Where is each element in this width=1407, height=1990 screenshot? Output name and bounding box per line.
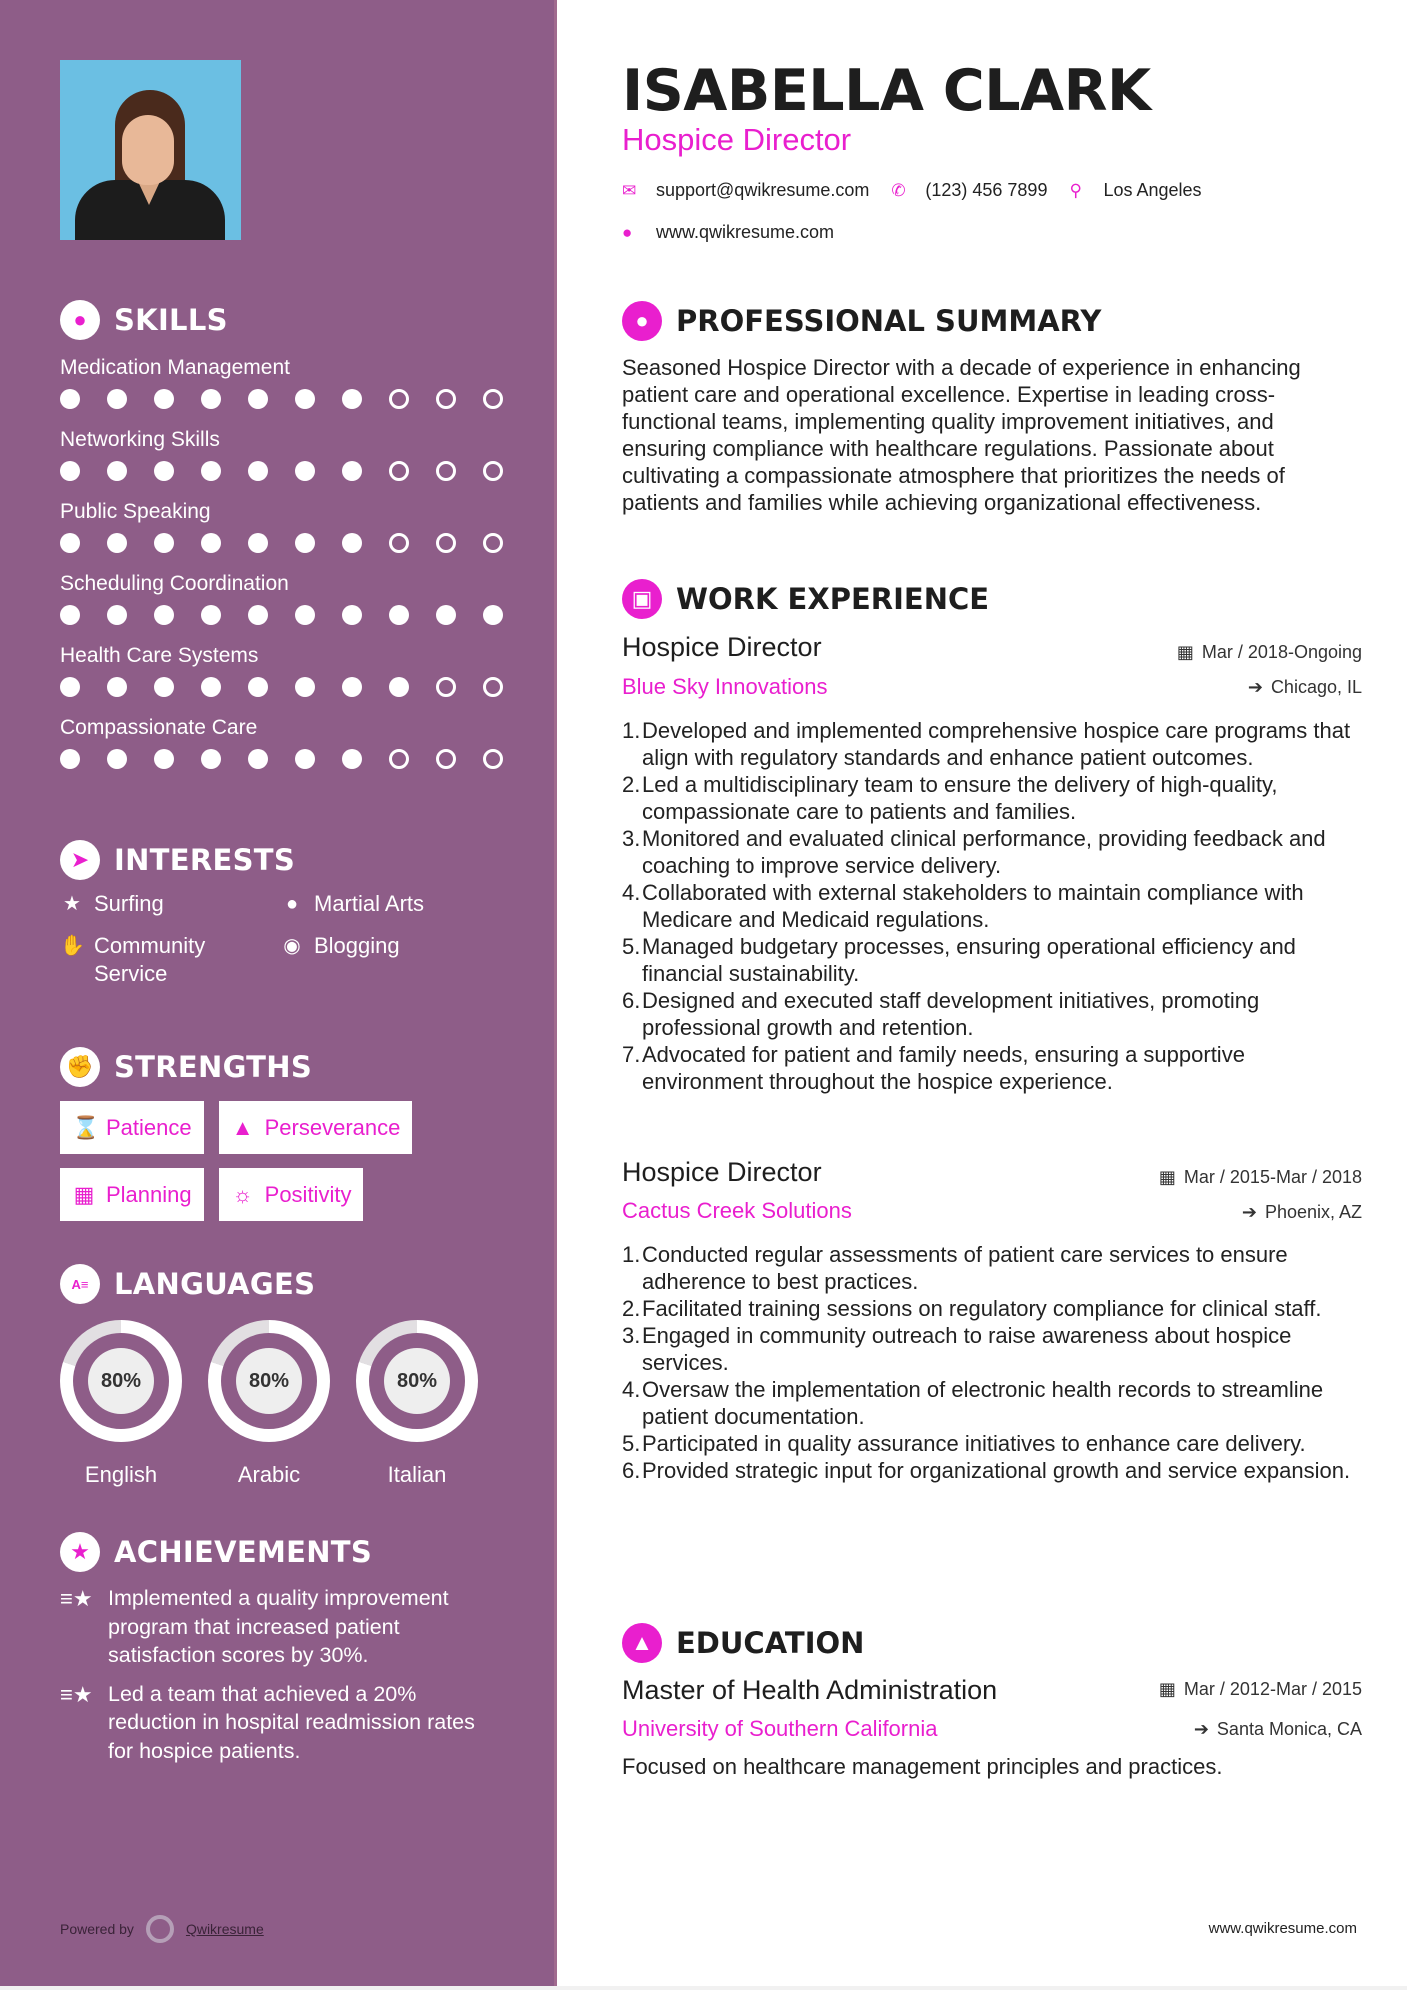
interest-label: Surfing	[94, 891, 164, 916]
pushpin-icon: ➔	[1193, 1719, 1209, 1739]
empty-dot-icon	[389, 533, 409, 553]
filled-dot-icon	[248, 605, 268, 625]
filled-dot-icon	[60, 389, 80, 409]
bullet-number: 4.	[622, 1377, 641, 1402]
dates-text: Mar / 2018-Ongoing	[1201, 642, 1362, 662]
job-location	[1242, 1202, 1362, 1223]
job-bullet	[622, 1376, 1362, 1430]
job-location	[1248, 677, 1362, 698]
strength-chip	[219, 1101, 413, 1154]
company-name: Cactus Creek Solutions	[622, 1198, 852, 1223]
filled-dot-icon	[154, 605, 174, 625]
bullet-text: Collaborated with external stakeholders to maintain compliance with Medicare and Medicaid regulations.	[642, 880, 1304, 932]
interest-item	[60, 932, 280, 988]
skills-list	[60, 352, 530, 774]
filled-dot-icon	[60, 461, 80, 481]
section-title: PROFESSIONAL SUMMARY	[676, 304, 1102, 338]
job-bullet	[622, 1322, 1362, 1376]
star-icon: ★	[63, 893, 81, 915]
skill-item	[60, 352, 530, 414]
location-text: Santa Monica, CA	[1216, 1719, 1362, 1739]
paper-plane-icon: ➤	[60, 840, 100, 880]
language-item	[60, 1320, 182, 1488]
calendar-icon: ▦	[1158, 1167, 1176, 1187]
filled-dot-icon	[201, 677, 221, 697]
strengths-section	[60, 1045, 520, 1221]
job-dates	[1159, 1167, 1362, 1188]
bullet-number: 1.	[622, 1242, 641, 1267]
skills-section	[60, 298, 530, 774]
skill-rating	[60, 672, 530, 702]
shooting-star-icon: ≡★	[60, 1586, 93, 1611]
bullet-text: Oversaw the implementation of electronic health records to streamline patient documentation.	[642, 1377, 1324, 1429]
filled-dot-icon	[60, 605, 80, 625]
filled-dot-icon	[342, 677, 362, 697]
bullet-text: Designed and executed staff development initiatives, promoting professional growth and retention.	[642, 988, 1260, 1040]
candidate-role: Hospice Director	[622, 122, 852, 157]
filled-dot-icon	[342, 461, 362, 481]
users-icon: ◉	[283, 935, 301, 957]
achievement-text: Implemented a quality improvement program that increased patient satisfaction scores by 30%.	[108, 1586, 449, 1667]
empty-dot-icon	[389, 389, 409, 409]
filled-dot-icon	[248, 389, 268, 409]
achievement-item	[60, 1680, 500, 1766]
job-bullet	[622, 879, 1362, 933]
location: Los Angeles	[1103, 180, 1202, 200]
job-bullet	[622, 1457, 1362, 1484]
pushpin-icon: ➔	[1241, 1202, 1257, 1222]
school-name: University of Southern California	[622, 1716, 938, 1741]
skill-name: Health Care Systems	[60, 644, 259, 667]
empty-dot-icon	[436, 461, 456, 481]
bullet-number: 2.	[622, 1296, 641, 1321]
bullet-text: Managed budgetary processes, ensuring operational efficiency and financial sustainability.	[642, 934, 1296, 986]
education-location	[1194, 1719, 1362, 1740]
job-bullets	[622, 1241, 1362, 1484]
skill-rating	[60, 744, 530, 774]
bullet-number: 5.	[622, 1431, 641, 1456]
interest-label: Community Service	[94, 933, 206, 986]
skill-item	[60, 712, 530, 774]
filled-dot-icon	[201, 461, 221, 481]
bullet-number: 3.	[622, 826, 641, 851]
filled-dot-icon	[201, 605, 221, 625]
achievement-item	[60, 1584, 500, 1670]
lightbulb-icon: ●	[60, 300, 100, 340]
filled-dot-icon	[154, 461, 174, 481]
envelope-icon: ✉	[622, 180, 637, 200]
job-bullet	[622, 825, 1362, 879]
interest-label: Blogging	[314, 933, 400, 958]
empty-dot-icon	[436, 533, 456, 553]
language-percent: 80%	[384, 1348, 450, 1414]
translate-icon: A≡	[60, 1264, 100, 1304]
section-title: LANGUAGES	[114, 1267, 316, 1301]
skill-item	[60, 640, 530, 702]
bullet-text: Engaged in community outreach to raise awareness about hospice services.	[642, 1323, 1292, 1375]
job-bullet	[622, 1241, 1362, 1295]
globe-icon: ●	[285, 893, 299, 915]
bullet-number: 6.	[622, 988, 641, 1013]
empty-dot-icon	[483, 389, 503, 409]
language-percent: 80%	[236, 1348, 302, 1414]
strengths-list	[60, 1101, 520, 1221]
qwikresume-link[interactable]: Qwikresume	[185, 1921, 264, 1937]
filled-dot-icon	[389, 605, 409, 625]
sidebar-edge	[554, 0, 557, 1986]
dates-text: Mar / 2015-Mar / 2018	[1183, 1167, 1362, 1187]
globe-icon: ●	[622, 222, 633, 242]
job-bullet	[622, 717, 1362, 771]
filled-dot-icon	[295, 677, 315, 697]
profile-photo	[60, 60, 241, 240]
filled-dot-icon	[107, 605, 127, 625]
bullet-number: 1.	[622, 718, 641, 743]
job-bullet	[622, 1430, 1362, 1457]
filled-dot-icon	[60, 677, 80, 697]
achievement-text: Led a team that achieved a 20% reduction in hospital readmission rates for hospice patients.	[108, 1681, 475, 1763]
filled-dot-icon	[154, 677, 174, 697]
section-title: SKILLS	[114, 303, 228, 337]
summary-text: Seasoned Hospice Director with a decade of experience in enhancing patient care and operational excellence. Expertise in leading cross-functional teams, implementing quality improvement initiatives, and ensuring compliance with healthcare regulations. Passionate about cultivating a compassionate atmosphere that prioritizes the needs of patients and families while achieving organizational effectiveness.	[622, 355, 1301, 515]
filled-dot-icon	[60, 749, 80, 769]
website-row	[622, 222, 834, 243]
filled-dot-icon	[483, 605, 503, 625]
empty-dot-icon	[483, 677, 503, 697]
empty-dot-icon	[436, 749, 456, 769]
skill-name: Compassionate Care	[60, 716, 258, 739]
bullet-number: 4.	[622, 880, 641, 905]
filled-dot-icon	[436, 605, 456, 625]
languages-list	[60, 1320, 478, 1488]
page-bottom-edge	[0, 1986, 1407, 1990]
email[interactable]: support@qwikresume.com	[656, 180, 870, 200]
education-description: Focused on healthcare management principles and practices.	[622, 1754, 1223, 1779]
road-icon: ▲	[231, 1114, 254, 1140]
language-name: English	[84, 1462, 158, 1487]
bullet-text: Developed and implemented comprehensive hospice care programs that align with regulatory standards and enhance patient outcomes.	[642, 718, 1351, 770]
filled-dot-icon	[295, 605, 315, 625]
bullet-number: 7.	[622, 1042, 641, 1067]
summary-heading	[622, 301, 1101, 341]
filled-dot-icon	[107, 749, 127, 769]
empty-dot-icon	[389, 461, 409, 481]
filled-dot-icon	[107, 677, 127, 697]
interest-item	[60, 890, 280, 918]
education-dates	[1159, 1679, 1362, 1700]
filled-dot-icon	[295, 389, 315, 409]
achievements-section	[60, 1530, 500, 1765]
language-name: Arabic	[237, 1462, 301, 1487]
filled-dot-icon	[389, 677, 409, 697]
filled-dot-icon	[107, 389, 127, 409]
filled-dot-icon	[154, 389, 174, 409]
section-title: ACHIEVEMENTS	[114, 1535, 373, 1569]
filled-dot-icon	[154, 749, 174, 769]
bullet-text: Monitored and evaluated clinical performance, providing feedback and coaching to improve service delivery.	[642, 826, 1326, 878]
graduate-icon: ▲	[622, 1623, 662, 1663]
strength-label: Positivity	[264, 1181, 352, 1207]
map-pin-icon: ⚲	[1069, 180, 1082, 200]
filled-dot-icon	[295, 461, 315, 481]
language-progress-ring	[60, 1320, 182, 1442]
fist-icon: ✊	[60, 1047, 100, 1087]
section-title: EDUCATION	[676, 1626, 865, 1660]
languages-section	[60, 1262, 478, 1488]
shooting-star-icon: ≡★	[60, 1681, 93, 1707]
filled-dot-icon	[201, 389, 221, 409]
filled-dot-icon	[248, 749, 268, 769]
shooting-star-icon: ★	[60, 1532, 100, 1572]
language-progress-ring	[208, 1320, 330, 1442]
language-item	[356, 1320, 478, 1488]
skill-rating	[60, 600, 530, 630]
bullet-text: Participated in quality assurance initiatives to enhance care delivery.	[642, 1431, 1306, 1456]
skill-name: Networking Skills	[60, 428, 220, 451]
empty-dot-icon	[483, 533, 503, 553]
bullet-number: 6.	[622, 1458, 641, 1483]
user-icon: ●	[622, 301, 662, 341]
job-bullet	[622, 1041, 1362, 1095]
job-dates	[1177, 642, 1362, 663]
skill-item	[60, 568, 530, 630]
job-bullet	[622, 987, 1362, 1041]
bullet-text: Provided strategic input for organizational growth and service expansion.	[642, 1458, 1351, 1483]
interest-item	[280, 890, 500, 918]
filled-dot-icon	[248, 533, 268, 553]
location-text: Chicago, IL	[1270, 677, 1362, 697]
language-name: Italian	[387, 1462, 447, 1487]
pushpin-icon: ➔	[1247, 677, 1263, 697]
skill-rating	[60, 528, 530, 558]
language-progress-ring	[356, 1320, 478, 1442]
contact-row	[622, 180, 1202, 201]
candidate-name: ISABELLA CLARK	[622, 58, 1151, 124]
bullet-number: 5.	[622, 934, 641, 959]
language-percent: 80%	[88, 1348, 154, 1414]
empty-dot-icon	[483, 461, 503, 481]
filled-dot-icon	[295, 533, 315, 553]
language-item	[208, 1320, 330, 1488]
calendar-icon: ▦	[1158, 1679, 1176, 1699]
filled-dot-icon	[107, 533, 127, 553]
filled-dot-icon	[154, 533, 174, 553]
interests-list	[60, 890, 500, 988]
phone-icon: ✆	[891, 180, 906, 200]
section-title: INTERESTS	[114, 843, 296, 877]
job-bullet	[622, 1295, 1362, 1322]
bullet-text: Led a multidisciplinary team to ensure the delivery of high-quality, compassionate care to patients and families.	[642, 772, 1278, 824]
filled-dot-icon	[248, 461, 268, 481]
filled-dot-icon	[342, 533, 362, 553]
sun-icon: ☼	[232, 1181, 253, 1207]
interest-label: Martial Arts	[314, 891, 425, 916]
empty-dot-icon	[436, 677, 456, 697]
filled-dot-icon	[342, 605, 362, 625]
degree-title: Master of Health Administration	[622, 1675, 998, 1705]
phone[interactable]: (123) 456 7899	[925, 180, 1048, 200]
bullet-text: Advocated for patient and family needs, ensuring a supportive environment throughout the hospice experience.	[642, 1042, 1245, 1094]
calendar-icon: ▦	[1176, 642, 1194, 662]
website[interactable]: www.qwikresume.com	[656, 222, 835, 242]
footer-url[interactable]: www.qwikresume.com	[1208, 1920, 1357, 1937]
skill-rating	[60, 456, 530, 486]
filled-dot-icon	[107, 461, 127, 481]
skill-name: Public Speaking	[60, 500, 211, 523]
strength-label: Patience	[106, 1114, 192, 1140]
empty-dot-icon	[389, 749, 409, 769]
filled-dot-icon	[342, 749, 362, 769]
job-title: Hospice Director	[622, 632, 822, 662]
sidebar	[0, 0, 557, 1986]
location-text: Phoenix, AZ	[1264, 1202, 1362, 1222]
filled-dot-icon	[248, 677, 268, 697]
powered-by-label: Powered by	[60, 1921, 134, 1937]
interest-item	[280, 932, 500, 988]
qwikresume-logo-icon	[146, 1915, 174, 1943]
filled-dot-icon	[295, 749, 315, 769]
job-bullet	[622, 933, 1362, 987]
bullet-text: Conducted regular assessments of patient care services to ensure adherence to best practices.	[642, 1242, 1288, 1294]
job-title: Hospice Director	[622, 1157, 822, 1187]
strength-label: Planning	[106, 1181, 192, 1207]
skill-item	[60, 424, 530, 486]
hourglass-icon: ⌛	[72, 1114, 100, 1140]
filled-dot-icon	[60, 533, 80, 553]
filled-dot-icon	[201, 533, 221, 553]
skill-rating	[60, 384, 530, 414]
job-bullets	[622, 717, 1362, 1095]
hand-icon: ✋	[60, 935, 85, 957]
company-name: Blue Sky Innovations	[622, 674, 828, 699]
job-bullet	[622, 771, 1362, 825]
strength-chip	[219, 1168, 364, 1221]
strength-chip	[60, 1168, 204, 1221]
skill-name: Medication Management	[60, 356, 290, 379]
skill-item	[60, 496, 530, 558]
powered-by	[60, 1915, 264, 1943]
skill-name: Scheduling Coordination	[60, 572, 289, 595]
dates-text: Mar / 2012-Mar / 2015	[1183, 1679, 1362, 1699]
chair-icon: ▣	[622, 579, 662, 619]
experience-heading	[622, 579, 989, 619]
empty-dot-icon	[436, 389, 456, 409]
strength-chip	[60, 1101, 204, 1154]
calendar-icon: ▦	[73, 1181, 95, 1207]
empty-dot-icon	[483, 749, 503, 769]
section-title: STRENGTHS	[114, 1050, 313, 1084]
strength-label: Perseverance	[264, 1114, 401, 1140]
section-title: WORK EXPERIENCE	[676, 582, 990, 616]
filled-dot-icon	[342, 389, 362, 409]
bullet-number: 2.	[622, 772, 641, 797]
education-heading	[622, 1623, 864, 1663]
interests-section	[60, 838, 500, 988]
bullet-text: Facilitated training sessions on regulatory compliance for clinical staff.	[642, 1296, 1322, 1321]
bullet-number: 3.	[622, 1323, 641, 1348]
filled-dot-icon	[201, 749, 221, 769]
